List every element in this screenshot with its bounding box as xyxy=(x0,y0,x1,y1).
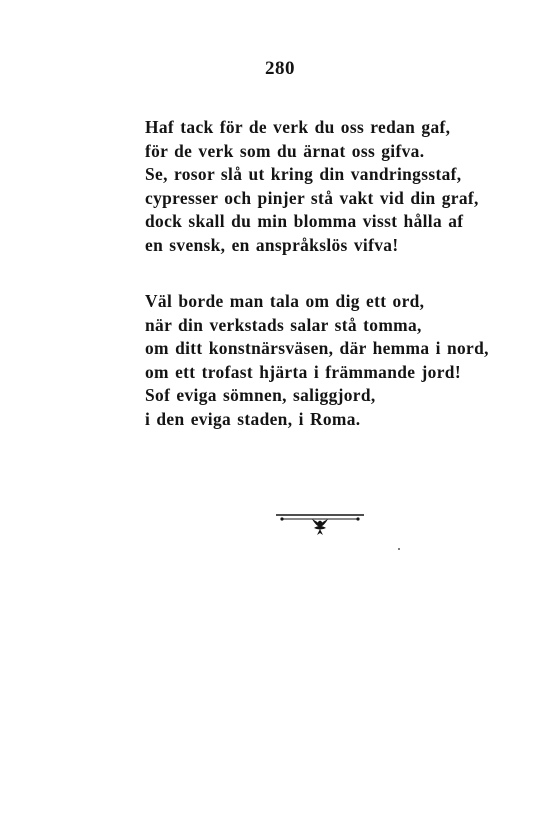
poem-line: Väl borde man tala om dig ett ord, xyxy=(145,291,425,311)
page-number: 280 xyxy=(265,58,295,79)
poem-line: Se, rosor slå ut kring din vandringsstaf, xyxy=(145,164,462,184)
poem-line: en svensk, en anspråkslös vifva! xyxy=(145,234,399,255)
poem-stanza-2 xyxy=(145,290,545,431)
fleuron-ornament-icon xyxy=(276,512,364,538)
poem-line: Sof eviga sömnen, saliggjord, xyxy=(145,385,376,405)
poem-line: för de verk som du ärnat oss gifva. xyxy=(145,140,425,161)
poem-line: i den eviga staden, i Roma. xyxy=(145,408,361,429)
poem-line: om ett trofast hjärta i främmande jord! xyxy=(145,361,461,382)
poem-line: när din verkstads salar stå tomma, xyxy=(145,314,422,335)
poem-line: cypresser och pinjer stå vakt vid din graf, xyxy=(145,187,479,208)
paper-speck xyxy=(398,548,400,550)
poem-line: Haf tack för de verk du oss redan gaf, xyxy=(145,117,451,137)
poem-stanza-1 xyxy=(145,116,545,257)
poem-line: om ditt konstnärsväsen, där hemma i nord, xyxy=(145,338,489,358)
poem-line: dock skall du min blomma visst hålla af xyxy=(145,211,464,231)
